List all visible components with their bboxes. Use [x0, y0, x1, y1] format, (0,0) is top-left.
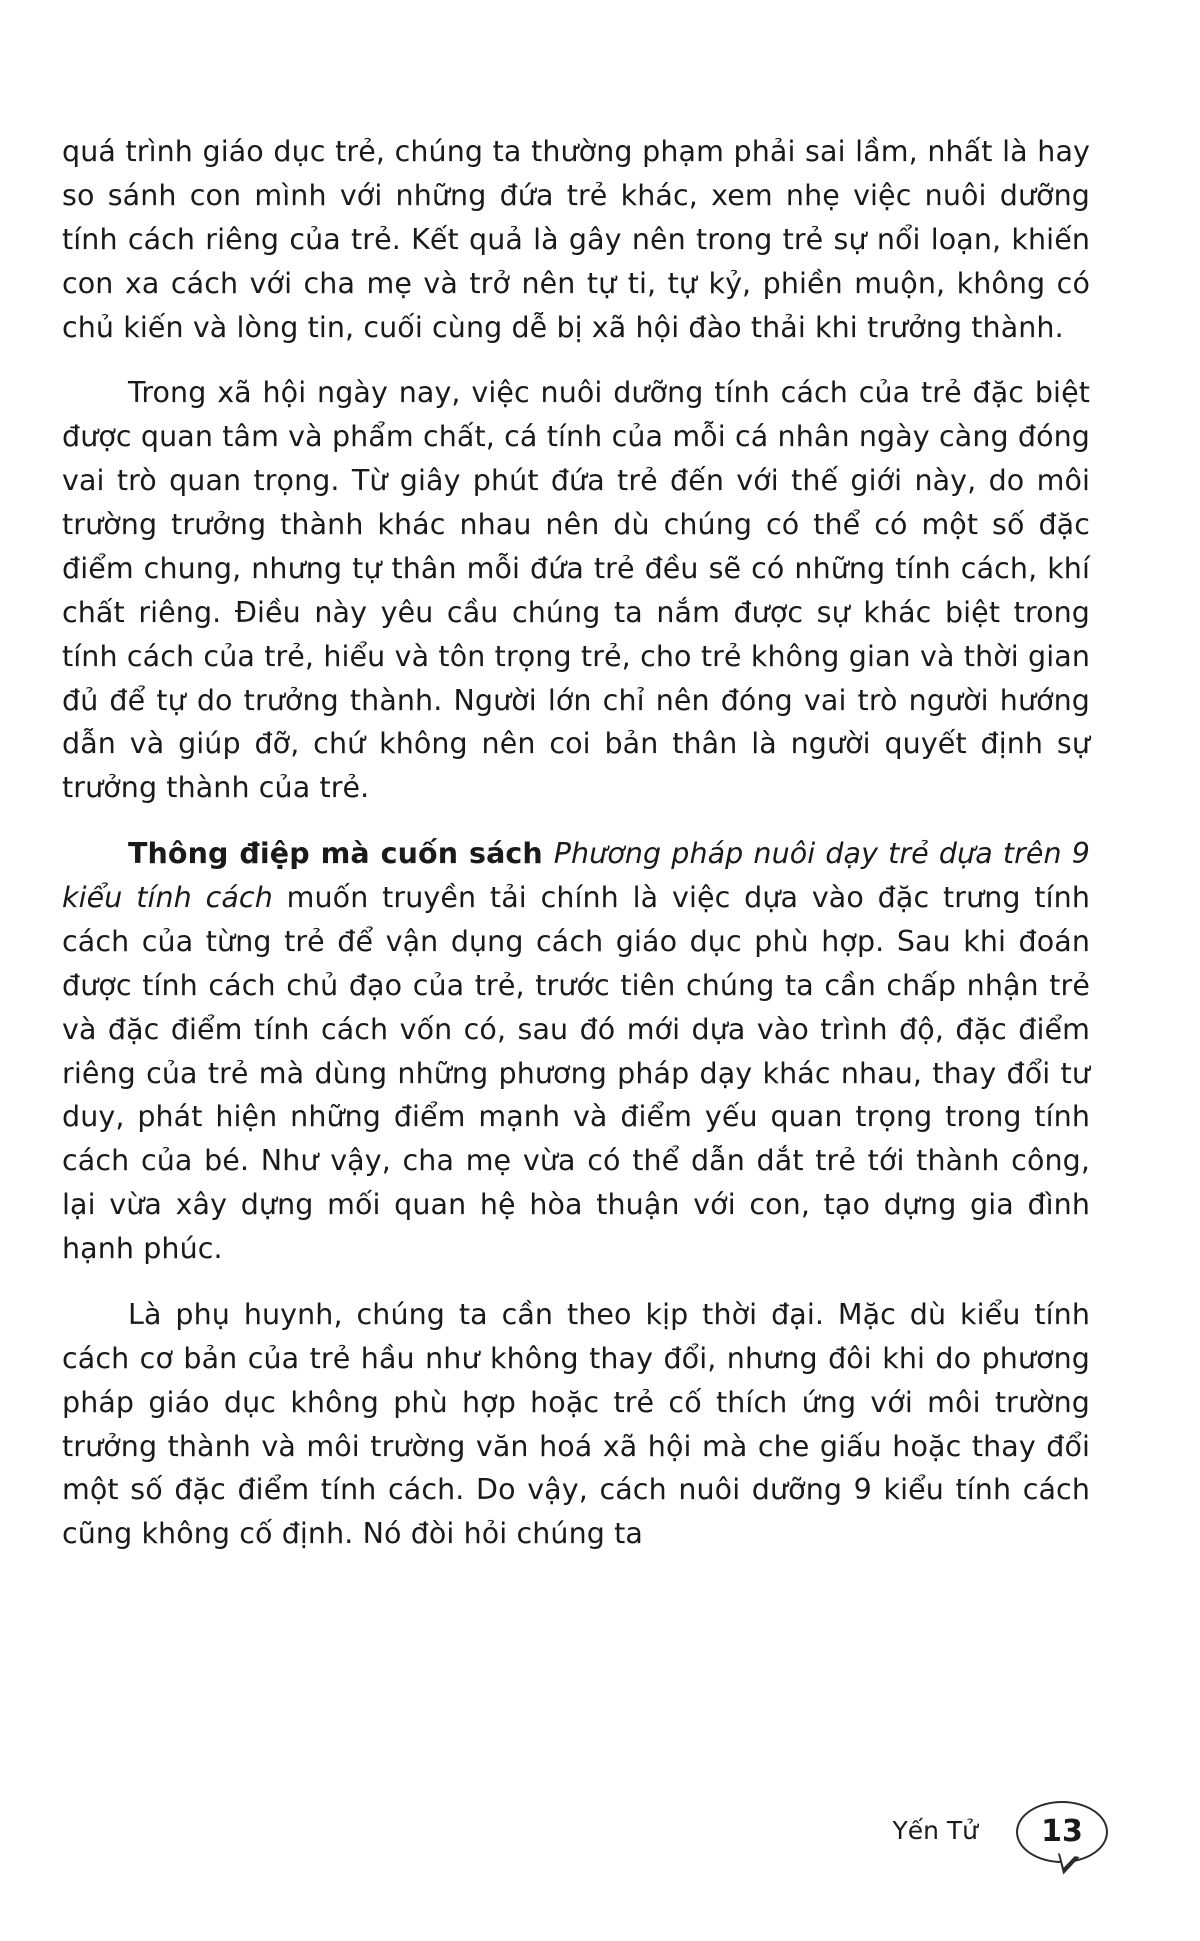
paragraph-4: Là phụ huynh, chúng ta cần theo kịp thời đại. Mặc dù kiểu tính cách cơ bản của trẻ hầu như không thay đổi, nhưng đôi khi do phương pháp giáo dục không phù hợp hoặc trẻ cố thích ứng với môi trường trưởng thành và môi trường văn hoá xã hội mà che giấu hoặc thay đổi một số đặc điểm tính cách. Do vậy, cách nuôi dưỡng 9 kiểu tính cách cũng không cố định. Nó đòi hỏi chúng ta — [62, 1297, 1090, 1551]
paragraph-gap — [62, 812, 1090, 832]
paragraph-2: Trong xã hội ngày nay, việc nuôi dưỡng tính cách của trẻ đặc biệt được quan tâm và phẩm chất, cá tính của mỗi cá nhân ngày càng đóng vai trò quan trọng. Từ giây phút đứa trẻ đến với thế giới này, do môi trường trưởng thành khác nhau nên dù chúng có thể có một số đặc điểm chung, nhưng tự thân mỗi đứa trẻ đều sẽ có những tính cách, khí chất riêng. Điều này yêu cầu chúng ta nắm được sự khác biệt trong tính cách của trẻ, hiểu và tôn trọng trẻ, cho trẻ không gian và thời gian đủ để tự do trưởng thành. Người lớn chỉ nên đóng vai trò người hướng dẫn và giúp đỡ, chứ không nên coi bản thân là người quyết định sự trưởng thành của trẻ. — [62, 376, 1090, 805]
page-footer — [0, 1771, 1200, 1941]
paragraph-1: quá trình giáo dục trẻ, chúng ta thường phạm phải sai lầm, nhất là hay so sánh con mình với những đứa trẻ khác, xem nhẹ việc nuôi dưỡng tính cách riêng của trẻ. Kết quả là gây nên trong trẻ sự nổi loạn, khiến con xa cách với cha mẹ và trở nên tự ti, tự kỷ, phiền muộn, không có chủ kiến và lòng tin, cuối cùng dễ bị xã hội đào thải khi trưởng thành. — [62, 135, 1090, 344]
paragraph-gap — [62, 1273, 1090, 1293]
page-number-bubble — [1016, 1801, 1110, 1879]
page-body — [62, 130, 1090, 1556]
page-number: 13 — [1041, 1814, 1083, 1849]
footer-author: Yến Tử — [892, 1816, 978, 1845]
book-title-italic: Phương pháp nuôi dạy trẻ dựa trên 9 kiểu tính cách — [62, 837, 1090, 914]
paragraph-3-rest: muốn truyền tải chính là việc dựa vào đặc trưng tính cách của từng trẻ để vận dụng cách giáo dục phù hợp. Sau khi đoán được tính cách chủ đạo của trẻ, trước tiên chúng ta cần chấp nhận trẻ và đặc điểm tính cách vốn có, sau đó mới dựa vào trình độ, đặc điểm riêng của trẻ mà dùng những phương pháp dạy khác nhau, thay đổi tư duy, phát hiện những điểm mạnh và điểm yếu quan trọng trong tính cách của bé. Như vậy, cha mẹ vừa có thể dẫn dắt trẻ tới thành công, lại vừa xây dựng mối quan hệ hòa thuận với con, tạo dựng gia đình hạnh phúc. — [62, 881, 1090, 1265]
paragraph-3 — [62, 832, 1090, 1271]
paragraph-gap — [62, 351, 1090, 371]
paragraph-3-lead-bold: Thông điệp mà cuốn sách — [128, 837, 554, 871]
